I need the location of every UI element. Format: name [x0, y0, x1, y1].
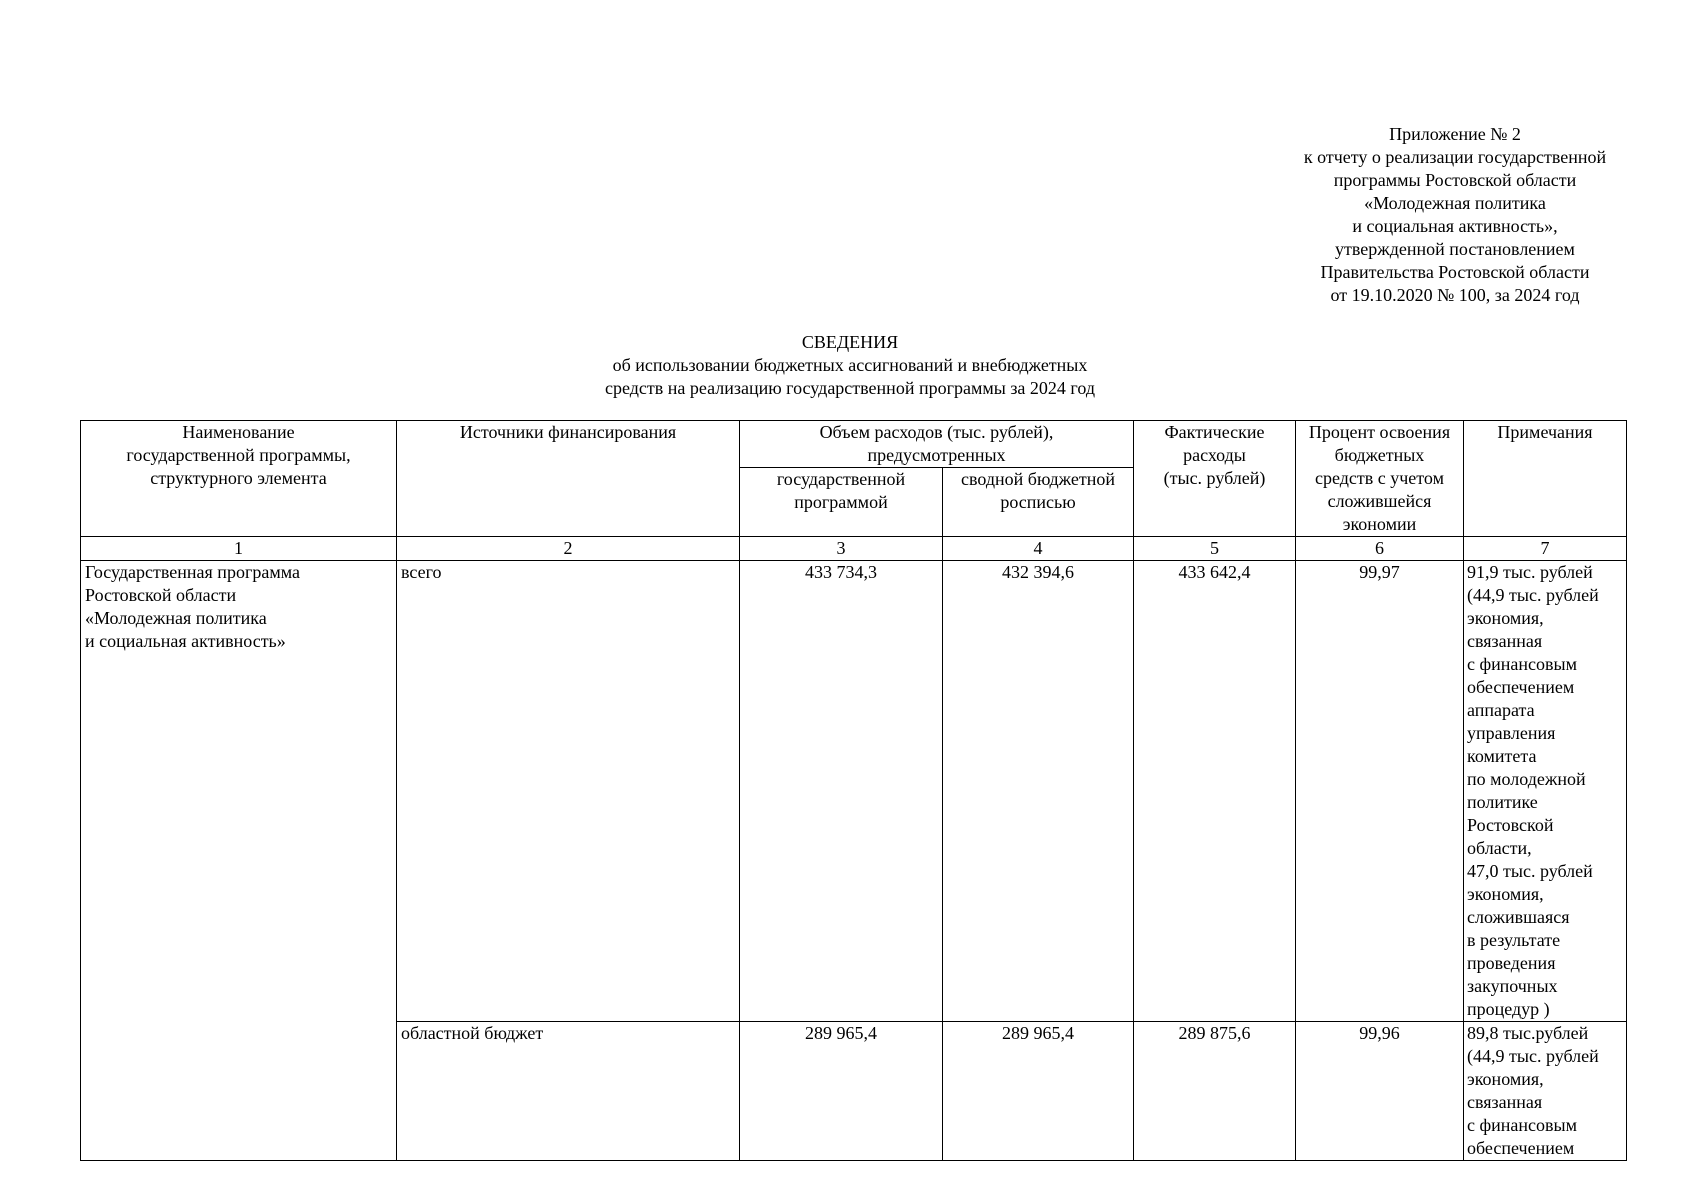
source-cell: областной бюджет [397, 1022, 740, 1161]
header-funding-sources: Источники финансирования [397, 421, 740, 537]
planned-program-cell: 433 734,3 [740, 561, 943, 1022]
table-row [81, 561, 1627, 1022]
appendix-line: Приложение № 2 [1389, 124, 1521, 144]
header-program-name: Наименование государственной программы, структурного элемента [81, 421, 397, 537]
percent-cell: 99,96 [1296, 1022, 1464, 1161]
note-cell: 91,9 тыс. рублей (44,9 тыс. рублей экономия, связанная с финансовым обеспечением аппарата управления комитета по молодежной политике Ростовской области, 47,0 тыс. рублей экономия, сложившаяся в результате проведения закупочных процедур ) [1464, 561, 1627, 1022]
source-cell: всего [397, 561, 740, 1022]
column-number: 2 [397, 537, 740, 561]
header-planned-expenses: Объем расходов (тыс. рублей), предусмотренных [740, 421, 1134, 468]
appendix-line: к отчету о реализации государственной [1303, 147, 1607, 167]
document-subtitle-line: об использовании бюджетных ассигнований и внебюджетных [612, 355, 1088, 375]
planned-budget-cell: 289 965,4 [943, 1022, 1134, 1161]
header-percent: Процент освоения бюджетных средств с учетом сложившейся экономии [1296, 421, 1464, 537]
program-name-cell: Государственная программа Ростовской области «Молодежная политика и социальная активность» [81, 561, 397, 1161]
column-number: 3 [740, 537, 943, 561]
header-actual-expenses: Фактические расходы (тыс. рублей) [1134, 421, 1296, 537]
column-number: 1 [81, 537, 397, 561]
header-by-program: государственной программой [740, 468, 943, 537]
column-number-row [81, 537, 1627, 561]
column-number: 5 [1134, 537, 1296, 561]
planned-budget-cell: 432 394,6 [943, 561, 1134, 1022]
appendix-line: «Молодежная политика [1364, 193, 1546, 213]
budget-report-table [80, 420, 1627, 1161]
header-row [81, 421, 1627, 468]
column-number: 7 [1464, 537, 1627, 561]
column-number: 4 [943, 537, 1134, 561]
actual-cell: 433 642,4 [1134, 561, 1296, 1022]
appendix-line: Правительства Ростовской области [1320, 262, 1590, 282]
planned-program-cell: 289 965,4 [740, 1022, 943, 1161]
appendix-line: и социальная активность», [1352, 216, 1558, 236]
appendix-line: утвержденной постановлением [1335, 239, 1575, 259]
appendix-line: от 19.10.2020 № 100, за 2024 год [1330, 285, 1580, 305]
column-number: 6 [1296, 537, 1464, 561]
actual-cell: 289 875,6 [1134, 1022, 1296, 1161]
appendix-line: программы Ростовской области [1333, 170, 1577, 190]
header-notes: Примечания [1464, 421, 1627, 537]
document-title: СВЕДЕНИЯ [801, 332, 899, 352]
header-by-budget: сводной бюджетной росписью [943, 468, 1134, 537]
document-heading [500, 331, 1200, 400]
appendix-note [1270, 123, 1640, 307]
note-cell: 89,8 тыс.рублей (44,9 тыс. рублей экономия, связанная с финансовым обеспечением [1464, 1022, 1627, 1161]
percent-cell: 99,97 [1296, 561, 1464, 1022]
document-subtitle-line: средств на реализацию государственной программы за 2024 год [605, 378, 1095, 398]
